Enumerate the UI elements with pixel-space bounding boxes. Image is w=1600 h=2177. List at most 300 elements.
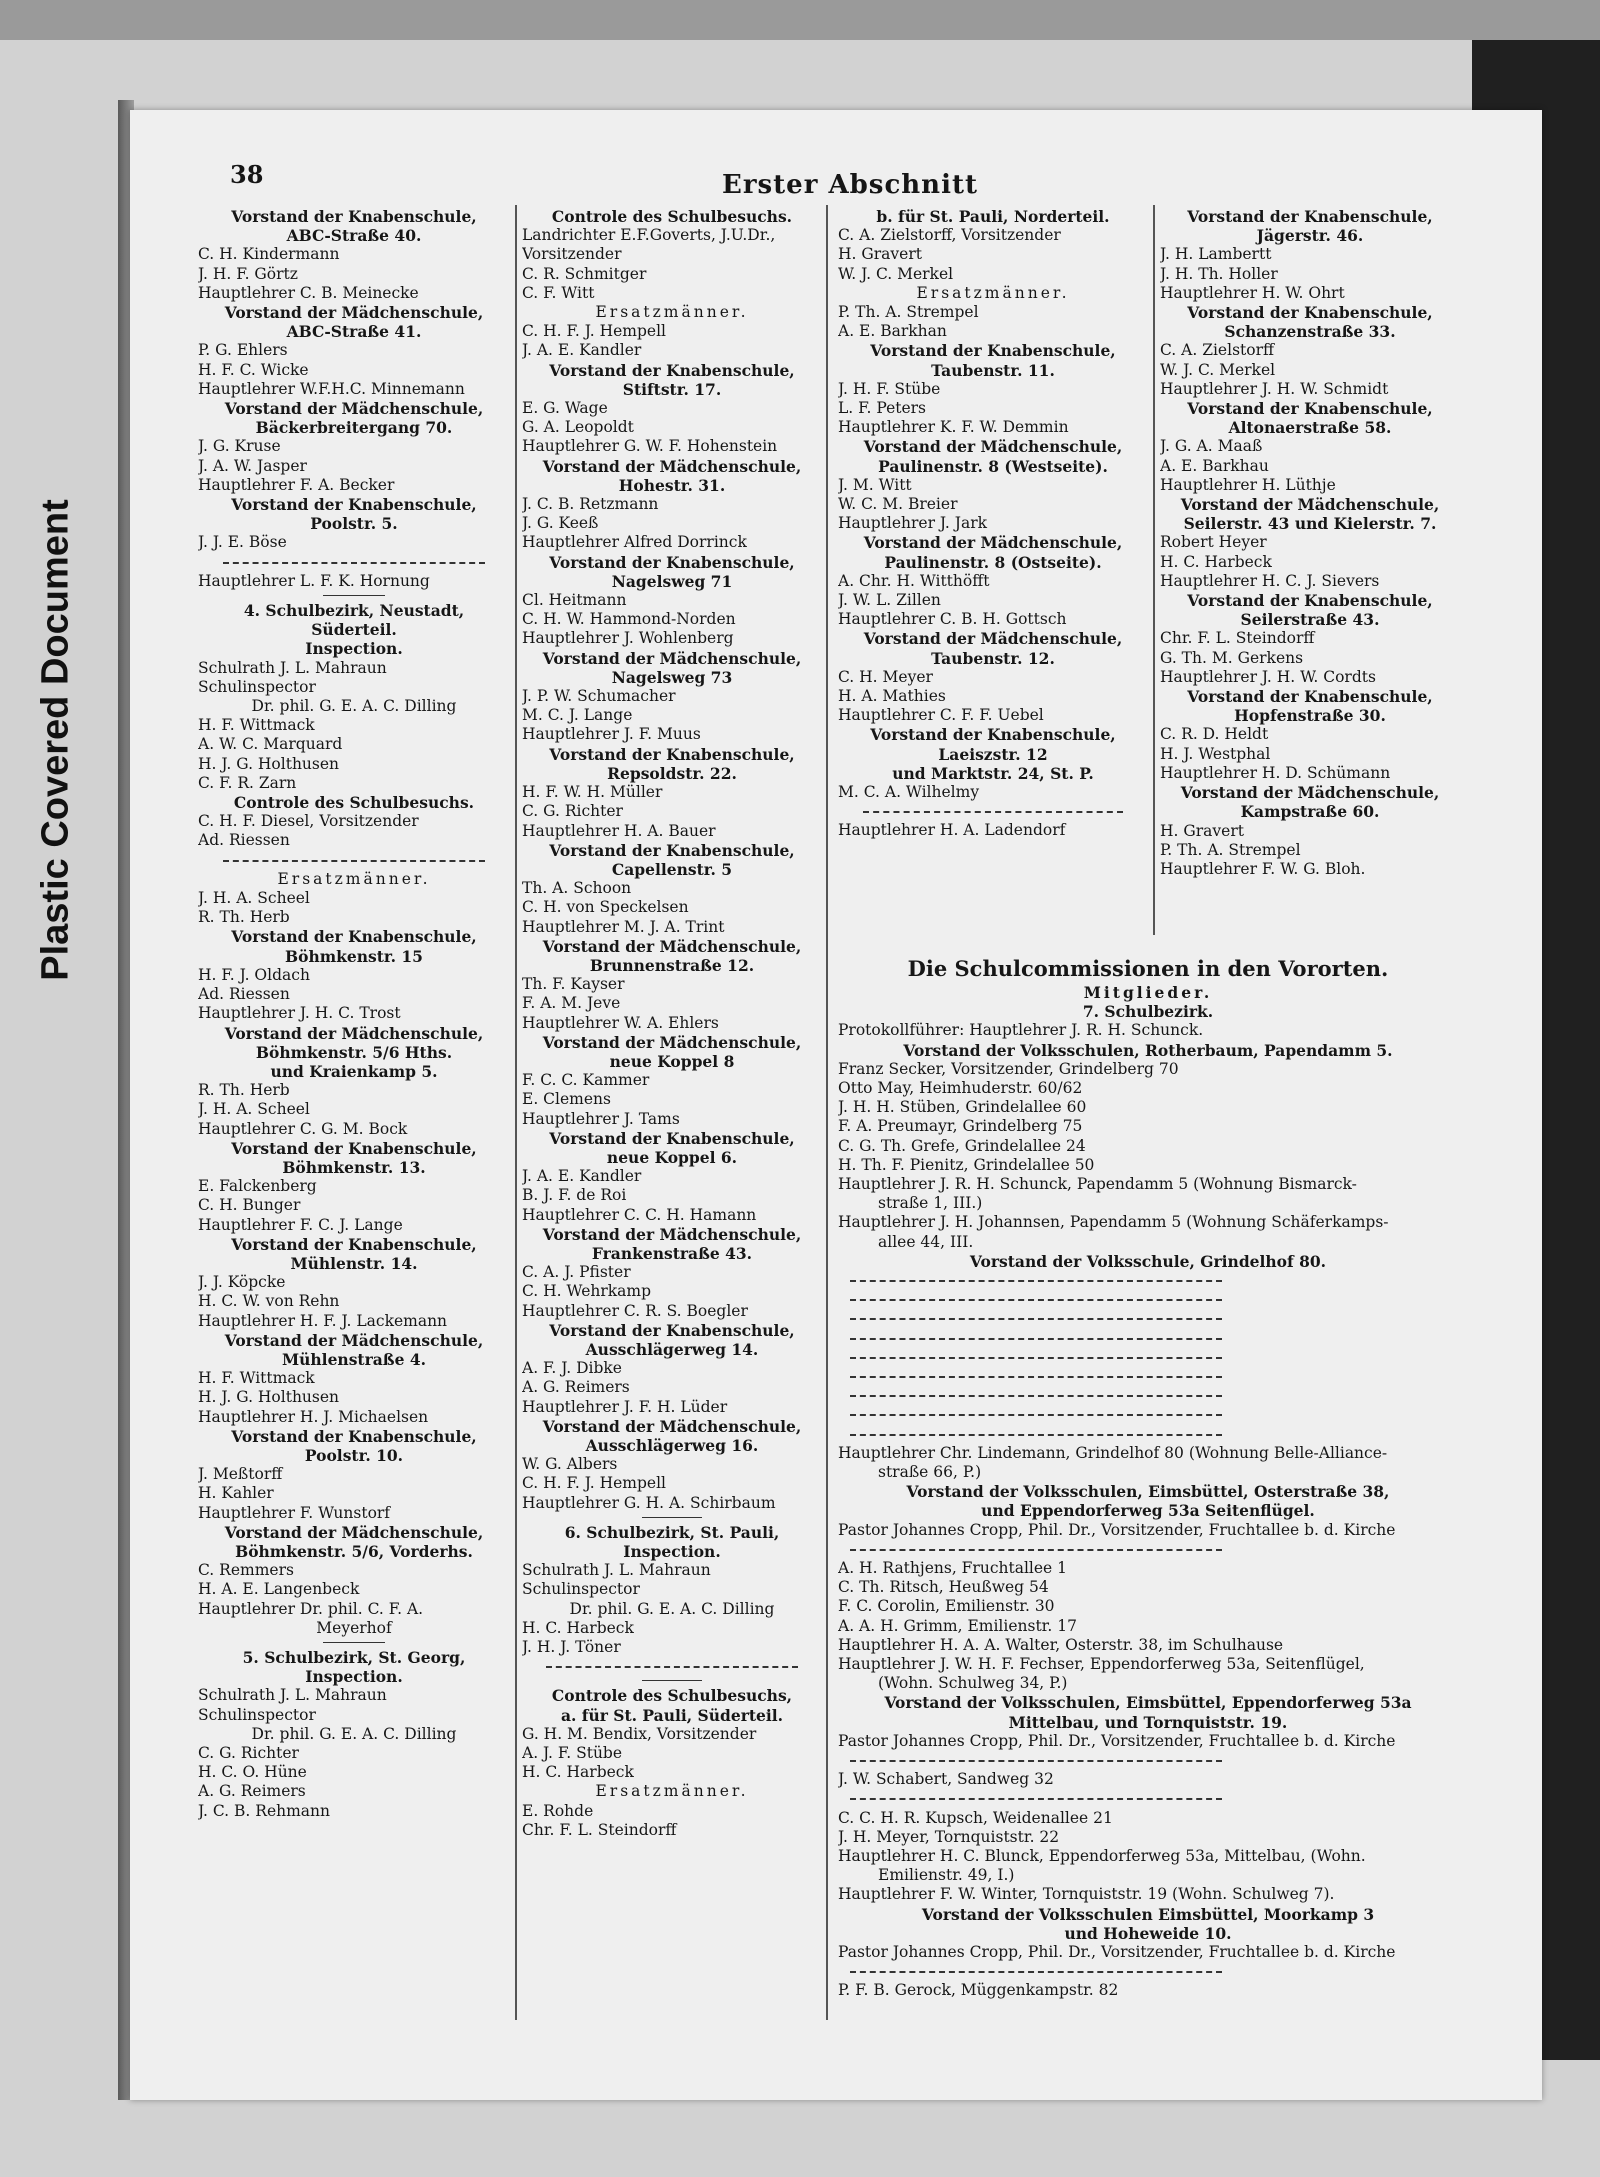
entry-line: C. H. W. Hammond-Norden: [522, 610, 736, 629]
entry-line: E. G. Wage: [522, 399, 608, 418]
entry-line: A. E. Barkhau: [1160, 456, 1269, 475]
subheading: Ersatzmänner.: [595, 303, 749, 322]
scan-top-shadow: [0, 0, 1600, 40]
section-heading: Poolstr. 5.: [310, 514, 398, 534]
entry-line: A. H. Rathjens, Fruchtallee 1: [838, 1558, 1067, 1577]
section-heading: und Eppendorferweg 53a Seitenflügel.: [981, 1501, 1315, 1521]
entry-line: J. H. Meyer, Tornquiststr. 22: [838, 1827, 1060, 1846]
entry-continuation: Emilienstr. 49, I.): [878, 1866, 1015, 1885]
entry-line: Hauptlehrer L. F. K. Hornung: [198, 571, 430, 590]
section-heading: neue Koppel 8: [609, 1051, 735, 1071]
entry-line: C. F. R. Zarn: [198, 773, 297, 792]
section-heading: und Kraienkamp 5.: [270, 1061, 438, 1081]
section-heading: Vorstand der Volksschulen Eimsbüttel, Moorkamp 3: [921, 1904, 1375, 1924]
section-heading: Kampstraße 60.: [1240, 802, 1380, 822]
section-heading: Vorstand der Knabenschule,: [1187, 687, 1433, 707]
section-heading: Vorstand der Knabenschule,: [870, 341, 1116, 361]
entry-line: Hauptlehrer F. W. Winter, Tornquiststr. 19 (Wohn. Schulweg 7).: [838, 1885, 1335, 1904]
entry-line: Hauptlehrer H. Lüthje: [1160, 475, 1336, 494]
entry-line: Schulinspector: [198, 1705, 316, 1724]
section-heading: Mühlenstr. 14.: [290, 1253, 418, 1273]
entry-line: C. H. Meyer: [838, 667, 933, 686]
dash-separator: [838, 1425, 1458, 1444]
subheading: Ersatzmänner.: [595, 1782, 749, 1801]
section-heading: Laeiszstr. 12: [938, 744, 1048, 764]
section-heading: 5. Schulbezirk, St. Georg,: [242, 1648, 466, 1667]
dash-separator: [838, 802, 1148, 821]
entry-line: Hauptlehrer J. W. H. F. Fechser, Eppendorferweg 53a, Seitenflügel,: [838, 1654, 1365, 1673]
entry-line: Hauptlehrer C. B. H. Gottsch: [838, 610, 1067, 629]
entry-line: H. A. Mathies: [838, 687, 946, 706]
section-heading: Vorstand der Knabenschule,: [549, 840, 795, 860]
entry-line: Landrichter E.F.Goverts, J.U.Dr.,: [522, 226, 776, 245]
dash-separator: [838, 1309, 1458, 1328]
entry-line: H. F. Wittmack: [198, 716, 315, 735]
entry-line: G. Th. M. Gerkens: [1160, 648, 1304, 667]
entry-line: H. Th. F. Pienitz, Grindelallee 50: [838, 1155, 1095, 1174]
section-heading: und Hoheweide 10.: [1064, 1923, 1232, 1943]
entry-line: Th. A. Schoon: [522, 879, 632, 898]
entry-line: Pastor Johannes Cropp, Phil. Dr., Vorsitzender, Fruchtallee b. d. Kirche: [838, 1731, 1396, 1750]
section-heading: Böhmkenstr. 13.: [282, 1157, 426, 1177]
section-heading: Mittelbau, und Tornquiststr. 19.: [1008, 1712, 1288, 1732]
entry-line: Schulinspector: [198, 677, 316, 696]
entry-line: Hauptlehrer W. A. Ehlers: [522, 1013, 719, 1032]
section-heading: Schanzenstraße 33.: [1224, 322, 1396, 342]
section-heading: Controle des Schulbesuchs.: [551, 207, 793, 226]
column-3: [838, 207, 1148, 841]
entry-line: J. H. H. Stüben, Grindelallee 60: [838, 1098, 1087, 1117]
entry-line: Pastor Johannes Cropp, Phil. Dr., Vorsitzender, Fruchtallee b. d. Kirche: [838, 1520, 1396, 1539]
entry-line: Chr. F. L. Steindorff: [522, 1820, 677, 1839]
entry-line: J. P. W. Schumacher: [522, 687, 676, 706]
entry-line: Hauptlehrer J. Jark: [838, 514, 988, 533]
entry-line: Meyerhof: [316, 1618, 392, 1637]
entry-line: Hauptlehrer J. H. W. Cordts: [1160, 667, 1376, 686]
section-heading: Vorstand der Mädchenschule,: [224, 399, 484, 419]
column-1: [198, 207, 510, 1821]
entry-line: J. J. E. Böse: [198, 533, 287, 552]
lower-section-vororte: [838, 955, 1458, 2001]
entry-line: E. Falckenberg: [198, 1177, 317, 1196]
entry-continuation: (Wohn. Schulweg 34, P.): [878, 1674, 1068, 1693]
entry-line: Hauptlehrer H. J. Michaelsen: [198, 1407, 429, 1426]
entry-line: H. J. Westphal: [1160, 744, 1271, 763]
section-heading: Böhmkenstr. 15: [285, 946, 423, 966]
entry-line: J. A. E. Kandler: [522, 1167, 642, 1186]
entry-line: A. J. F. Stübe: [522, 1744, 623, 1763]
entry-line: L. F. Peters: [838, 399, 927, 418]
sidebar-label: [32, 480, 80, 1000]
section-heading: und Marktstr. 24, St. P.: [892, 763, 1094, 783]
entry-line: Hauptlehrer H. W. Ohrt: [1160, 283, 1345, 302]
section-heading: Poolstr. 10.: [304, 1445, 404, 1465]
entry-line: Hauptlehrer F. W. G. Bloh.: [1160, 859, 1366, 878]
section-heading: Seilerstraße 43.: [1240, 610, 1380, 630]
section-heading: ABC-Straße 40.: [286, 226, 422, 246]
entry-line: A. G. Reimers: [198, 1782, 306, 1801]
section-heading: Controle des Schulbesuchs.: [233, 793, 475, 813]
entry-line: Dr. phil. G. E. A. C. Dilling: [251, 697, 457, 716]
section-heading: Vorstand der Mädchenschule,: [1180, 495, 1440, 515]
entry-line: P. F. B. Gerock, Müggenkampstr. 82: [838, 1981, 1119, 2000]
section-heading: Vorstand der Knabenschule,: [231, 495, 477, 515]
section-heading: Inspection.: [623, 1542, 721, 1562]
entry-line: C. H. Bunger: [198, 1196, 301, 1215]
entry-line: W. J. C. Merkel: [838, 264, 954, 283]
entry-line: Robert Heyer: [1160, 533, 1267, 552]
entry-line: Hauptlehrer W.F.H.C. Minnemann: [198, 379, 465, 398]
section-heading: Seilerstr. 43 und Kielerstr. 7.: [1183, 514, 1437, 534]
entry-line: C. H. F. Diesel, Vorsitzender: [198, 812, 419, 831]
rule-separator: [198, 1638, 510, 1648]
section-heading: Bäckerbreitergang 70.: [255, 418, 453, 438]
sidebar-label-text: Plastic Covered Document: [34, 499, 77, 981]
entry-line: H. Kahler: [198, 1484, 274, 1503]
dash-separator: [838, 1405, 1458, 1424]
entry-line: Schulrath J. L. Mahraun: [198, 658, 387, 677]
entry-continuation: straße 1, III.): [878, 1194, 983, 1213]
entry-line: Hauptlehrer J. F. Muus: [522, 725, 701, 744]
section-heading: Vorstand der Knabenschule,: [549, 360, 795, 380]
entry-line: Hauptlehrer Dr. phil. C. F. A.: [198, 1599, 424, 1618]
entry-line: Hauptlehrer M. J. A. Trint: [522, 917, 725, 936]
section-heading: Ausschlägerweg 16.: [585, 1436, 759, 1455]
section-heading: Vorstand der Mädchenschule,: [1180, 783, 1440, 803]
entry-line: Hauptlehrer C. R. S. Boegler: [522, 1301, 748, 1320]
dash-separator: [838, 1329, 1458, 1348]
entry-line: Cl. Heitmann: [522, 591, 627, 610]
dash-separator: [522, 1657, 822, 1676]
rule-separator: [198, 591, 510, 601]
entry-line: J. H. A. Scheel: [198, 1100, 310, 1119]
section-heading: Böhmkenstr. 5/6, Vorderhs.: [235, 1541, 473, 1561]
entry-line: R. Th. Herb: [198, 908, 290, 927]
section-heading: Nagelsweg 73: [611, 667, 733, 687]
entry-line: Hauptlehrer J. F. H. Lüder: [522, 1397, 728, 1416]
entry-line: Hauptlehrer C. G. M. Bock: [198, 1119, 408, 1138]
entry-line: H. C. W. von Rehn: [198, 1292, 340, 1311]
entry-line: H. A. E. Langenbeck: [198, 1580, 360, 1599]
section-heading: Ausschlägerweg 14.: [585, 1339, 759, 1359]
entry-line: Th. F. Kayser: [522, 975, 625, 994]
entry-line: J. H. Lambertt: [1160, 245, 1272, 264]
section-heading: Vorstand der Knabenschule,: [231, 1426, 477, 1446]
entry-line: Hauptlehrer J. H. W. Schmidt: [1160, 379, 1389, 398]
section-heading: Vorstand der Mädchenschule,: [224, 303, 484, 323]
entry-line: Vorsitzender: [522, 245, 622, 264]
entry-line: J. C. B. Rehmann: [198, 1801, 330, 1820]
column-4: [1160, 207, 1460, 879]
entry-line: Dr. phil. G. E. A. C. Dilling: [251, 1724, 457, 1743]
entry-line: W. C. M. Breier: [838, 495, 958, 514]
entry-line: W. G. Albers: [522, 1455, 618, 1474]
section-heading: Vorstand der Mädchenschule,: [542, 456, 802, 476]
section-heading: Repsoldstr. 22.: [607, 763, 737, 783]
entry-line: J. H. Th. Holler: [1160, 264, 1278, 283]
entry-line: H. Gravert: [1160, 821, 1244, 840]
section-heading: b. für St. Pauli, Norderteil.: [876, 207, 1110, 226]
section-heading: Vorstand der Mädchenschule,: [224, 1023, 484, 1043]
entry-line: C. G. Th. Grefe, Grindelallee 24: [838, 1136, 1086, 1155]
entry-line: Hauptlehrer F. Wunstorf: [198, 1503, 391, 1522]
entry-line: A. F. J. Dibke: [522, 1359, 622, 1378]
entry-line: H. J. G. Holthusen: [198, 1388, 340, 1407]
entry-line: J. G. Kruse: [198, 437, 281, 456]
entry-line: Franz Secker, Vorsitzender, Grindelberg 70: [838, 1059, 1179, 1078]
section-heading: Hohestr. 31.: [618, 475, 726, 495]
subheading: Ersatzmänner.: [916, 283, 1070, 302]
section-heading: Frankenstraße 43.: [591, 1243, 753, 1263]
entry-line: J. W. Schabert, Sandweg 32: [838, 1770, 1054, 1789]
entry-line: C. H. Wehrkamp: [522, 1282, 652, 1301]
subheading: Ersatzmänner.: [277, 869, 431, 888]
entry-line: Hauptlehrer J. R. H. Schunck, Papendamm 5 (Wohnung Bismarck-: [838, 1175, 1357, 1194]
section-heading: Vorstand der Knabenschule,: [1187, 591, 1433, 611]
entry-line: C. G. Richter: [198, 1744, 299, 1763]
entry-line: H. C. Harbeck: [1160, 552, 1272, 571]
entry-line: J. H. A. Scheel: [198, 889, 310, 908]
section-heading: Stiftstr. 17.: [622, 379, 722, 399]
entry-line: P. G. Ehlers: [198, 341, 288, 360]
page-headline: Erster Abschnitt: [722, 170, 978, 200]
section-heading: Capellenstr. 5: [611, 859, 733, 879]
entry-line: C. A. J. Pfister: [522, 1263, 631, 1282]
entry-line: C. A. Zielstorff, Vorsitzender: [838, 226, 1061, 245]
section-heading: Mühlenstraße 4.: [281, 1349, 427, 1369]
section-heading: 7. Schulbezirk.: [1082, 1002, 1214, 1022]
section-heading: Vorstand der Mädchenschule,: [863, 533, 1123, 553]
entry-line: Hauptlehrer H. D. Schümann: [1160, 763, 1391, 782]
section-heading: Vorstand der Knabenschule,: [1187, 399, 1433, 419]
entry-continuation: straße 66, P.): [878, 1462, 982, 1481]
section-heading: Vorstand der Knabenschule,: [231, 1138, 477, 1158]
section-heading: Böhmkenstr. 5/6 Hths.: [255, 1042, 453, 1062]
entry-line: J. G. Keeß: [522, 514, 599, 533]
entry-line: C. H. F. J. Hempell: [522, 322, 666, 341]
section-heading: Vorstand der Knabenschule,: [1187, 303, 1433, 323]
section-heading: Inspection.: [305, 639, 403, 659]
entry-line: J. H. F. Stübe: [838, 379, 941, 398]
entry-line: Protokollführer: Hauptlehrer J. R. H. Schunck.: [838, 1021, 1204, 1040]
section-heading: Vorstand der Knabenschule,: [1187, 207, 1433, 226]
entry-line: Chr. F. L. Steindorff: [1160, 629, 1315, 648]
section-heading: Vorstand der Mädchenschule,: [863, 629, 1123, 649]
section-heading: Vorstand der Mädchenschule,: [542, 1224, 802, 1244]
entry-line: Dr. phil. G. E. A. C. Dilling: [569, 1599, 775, 1618]
entry-line: A. Chr. H. Witthöfft: [838, 571, 990, 590]
entry-line: C. H. F. J. Hempell: [522, 1474, 666, 1493]
rule-separator: [522, 1513, 822, 1523]
entry-line: M. C. J. Lange: [522, 706, 633, 725]
section-heading: Vorstand der Volksschulen, Eimsbüttel, Osterstraße 38,: [906, 1482, 1390, 1502]
entry-line: P. Th. A. Strempel: [838, 303, 979, 322]
section-heading: Vorstand der Mädchenschule,: [542, 1416, 802, 1436]
section-heading: Vorstand der Volksschulen, Eimsbüttel, Eppendorferweg 53a: [884, 1693, 1412, 1713]
entry-line: Hauptlehrer K. F. W. Demmin: [838, 418, 1069, 437]
section-heading: Vorstand der Mädchenschule,: [542, 936, 802, 956]
section-heading: Altonaerstraße 58.: [1228, 418, 1392, 438]
entry-line: J. H. J. Töner: [522, 1638, 621, 1657]
section-heading: Vorstand der Volksschulen, Rotherbaum, Papendamm 5.: [903, 1040, 1393, 1060]
entry-line: H. F. C. Wicke: [198, 360, 309, 379]
entry-line: Hauptlehrer H. A. Bauer: [522, 821, 716, 840]
section-heading: 4. Schulbezirk, Neustadt,: [243, 601, 465, 621]
section-heading: neue Koppel 6.: [606, 1147, 738, 1167]
entry-line: Hauptlehrer F. A. Becker: [198, 475, 395, 494]
section-heading: Vorstand der Knabenschule,: [231, 927, 477, 947]
section-heading: Hopfenstraße 30.: [1234, 706, 1386, 726]
entry-line: Hauptlehrer H. C. Blunck, Eppendorferweg 53a, Mittelbau, (Wohn.: [838, 1846, 1366, 1865]
dash-separator: [838, 1367, 1458, 1386]
section-heading: Paulinenstr. 8 (Ostseite).: [884, 552, 1102, 572]
section-heading: Jägerstr. 46.: [1256, 226, 1364, 246]
column-divider: [515, 205, 517, 2020]
entry-line: F. C. C. Kammer: [522, 1071, 650, 1090]
section-heading: Vorstand der Knabenschule,: [231, 207, 477, 226]
entry-line: Hauptlehrer C. B. Meinecke: [198, 283, 419, 302]
entry-line: R. Th. Herb: [198, 1081, 290, 1100]
entry-line: Hauptlehrer C. F. F. Uebel: [838, 706, 1044, 725]
entry-line: Hauptlehrer H. C. J. Sievers: [1160, 571, 1380, 590]
dash-separator: [838, 1348, 1458, 1367]
section-heading: Paulinenstr. 8 (Westseite).: [878, 456, 1108, 476]
entry-line: F. A. Preumayr, Grindelberg 75: [838, 1117, 1083, 1136]
entry-line: Ad. Riessen: [198, 831, 290, 850]
section-heading: a. für St. Pauli, Süderteil.: [560, 1705, 784, 1725]
section-heading: Vorstand der Mädchenschule,: [542, 1032, 802, 1052]
dash-separator: [838, 1962, 1458, 1981]
entry-line: F. A. M. Jeve: [522, 994, 621, 1013]
entry-line: Hauptlehrer J. H. Johannsen, Papendamm 5 (Wohnung Schäferkamps-: [838, 1213, 1389, 1232]
entry-line: G. H. M. Bendix, Vorsitzender: [522, 1724, 757, 1743]
entry-line: C. F. Witt: [522, 283, 595, 302]
entry-line: Hauptlehrer Alfred Dorrinck: [522, 533, 747, 552]
entry-line: Hauptlehrer H. F. J. Lackemann: [198, 1311, 448, 1330]
rule-separator: [522, 1676, 822, 1686]
entry-line: A. G. Reimers: [522, 1378, 630, 1397]
entry-line: J. M. Witt: [838, 475, 912, 494]
entry-line: E. Clemens: [522, 1090, 611, 1109]
section-heading: Vorstand der Knabenschule,: [870, 725, 1116, 745]
entry-line: Hauptlehrer G. H. A. Schirbaum: [522, 1493, 776, 1512]
entry-line: J. G. A. Maaß: [1160, 437, 1263, 456]
entry-line: E. Rohde: [522, 1801, 594, 1820]
entry-line: J. A. E. Kandler: [522, 341, 642, 360]
entry-line: Hauptlehrer Chr. Lindemann, Grindelhof 80 (Wohnung Belle-Alliance-: [838, 1443, 1388, 1462]
subheading: Mitglieder.: [1083, 983, 1213, 1002]
entry-line: A. A. H. Grimm, Emilienstr. 17: [838, 1616, 1077, 1635]
dash-separator: [838, 1751, 1458, 1770]
entry-line: H. C. Harbeck: [522, 1763, 634, 1782]
entry-line: Pastor Johannes Cropp, Phil. Dr., Vorsitzender, Fruchtallee b. d. Kirche: [838, 1942, 1396, 1961]
entry-line: Schulrath J. L. Mahraun: [198, 1686, 387, 1705]
section-heading: Nagelsweg 71: [611, 571, 733, 591]
column-2: [522, 207, 822, 1840]
dash-separator: [198, 553, 510, 572]
entry-line: P. Th. A. Strempel: [1160, 840, 1301, 859]
section-heading: Vorstand der Volksschule, Grindelhof 80.: [969, 1251, 1327, 1271]
entry-line: C. R. D. Heldt: [1160, 725, 1269, 744]
entry-line: Hauptlehrer J. H. C. Trost: [198, 1004, 401, 1023]
section-heading: Vorstand der Knabenschule,: [549, 1320, 795, 1340]
entry-line: H. F. W. H. Müller: [522, 783, 663, 802]
entry-continuation: allee 44, III.: [878, 1232, 974, 1251]
dash-separator: [838, 1271, 1458, 1290]
entry-line: C. C. H. R. Kupsch, Weidenallee 21: [838, 1808, 1113, 1827]
section-heading: Brunnenstraße 12.: [589, 955, 755, 975]
section-heading: Vorstand der Mädchenschule,: [224, 1522, 484, 1542]
entry-line: C. Remmers: [198, 1561, 294, 1580]
dash-separator: [198, 851, 510, 870]
entry-line: Hauptlehrer F. C. J. Lange: [198, 1215, 403, 1234]
entry-line: Hauptlehrer C. C. H. Hamann: [522, 1205, 757, 1224]
entry-line: J. A. W. Jasper: [198, 456, 307, 475]
entry-line: Hauptlehrer H. A. A. Walter, Osterstr. 38, im Schulhause: [838, 1635, 1284, 1654]
section-heading: Vorstand der Knabenschule,: [231, 1234, 477, 1254]
entry-line: H. F. Wittmack: [198, 1369, 315, 1388]
entry-line: A. W. C. Marquard: [198, 735, 343, 754]
entry-line: C. H. von Speckelsen: [522, 898, 689, 917]
entry-line: Ad. Riessen: [198, 985, 290, 1004]
section-title: Die Schulcommissionen in den Vororten.: [907, 956, 1389, 981]
entry-line: H. C. Harbeck: [522, 1618, 634, 1637]
entry-line: J. W. L. Zillen: [838, 591, 941, 610]
entry-line: J. Meßtorff: [198, 1465, 283, 1484]
entry-line: Hauptlehrer J. Wohlenberg: [522, 629, 734, 648]
entry-line: H. F. J. Oldach: [198, 965, 310, 984]
entry-line: Schulinspector: [522, 1580, 640, 1599]
column-divider: [826, 205, 828, 2020]
section-heading: Vorstand der Knabenschule,: [549, 1128, 795, 1148]
entry-line: J. J. Köpcke: [198, 1273, 286, 1292]
entry-line: B. J. F. de Roi: [522, 1186, 627, 1205]
page-number: 38: [230, 160, 264, 189]
entry-line: Schulrath J. L. Mahraun: [522, 1561, 711, 1580]
section-heading: Vorstand der Knabenschule,: [549, 744, 795, 764]
section-heading: Vorstand der Mädchenschule,: [542, 648, 802, 668]
entry-line: Hauptlehrer J. Tams: [522, 1109, 680, 1128]
entry-line: H. Gravert: [838, 245, 922, 264]
entry-line: W. J. C. Merkel: [1160, 360, 1276, 379]
dash-separator: [838, 1386, 1458, 1405]
entry-line: G. A. Leopoldt: [522, 418, 634, 437]
entry-line: C. R. Schmitger: [522, 264, 647, 283]
column-divider: [1153, 205, 1155, 935]
section-heading: Vorstand der Mädchenschule,: [224, 1330, 484, 1350]
entry-line: Otto May, Heimhuderstr. 60/62: [838, 1079, 1083, 1098]
entry-line: F. C. Corolin, Emilienstr. 30: [838, 1597, 1055, 1616]
entry-line: C. Th. Ritsch, Heußweg 54: [838, 1578, 1049, 1597]
entry-line: J. C. B. Retzmann: [522, 495, 659, 514]
entry-line: J. H. F. Görtz: [198, 264, 298, 283]
entry-line: C. A. Zielstorff: [1160, 341, 1275, 360]
entry-line: M. C. A. Wilhelmy: [838, 783, 980, 802]
entry-line: H. J. G. Holthusen: [198, 754, 340, 773]
entry-line: Hauptlehrer G. W. F. Hohenstein: [522, 437, 778, 456]
section-heading: Vorstand der Mädchenschule,: [863, 437, 1123, 457]
section-heading: Süderteil.: [311, 620, 397, 640]
dash-separator: [838, 1290, 1458, 1309]
entry-line: H. C. O. Hüne: [198, 1763, 307, 1782]
section-heading: Inspection.: [305, 1667, 403, 1687]
section-heading: ABC-Straße 41.: [286, 322, 422, 342]
section-heading: Controle des Schulbesuchs,: [551, 1686, 793, 1706]
section-heading: 6. Schulbezirk, St. Pauli,: [564, 1522, 780, 1542]
dash-separator: [838, 1540, 1458, 1559]
entry-line: C. G. Richter: [522, 802, 623, 821]
section-heading: Vorstand der Knabenschule,: [549, 552, 795, 572]
